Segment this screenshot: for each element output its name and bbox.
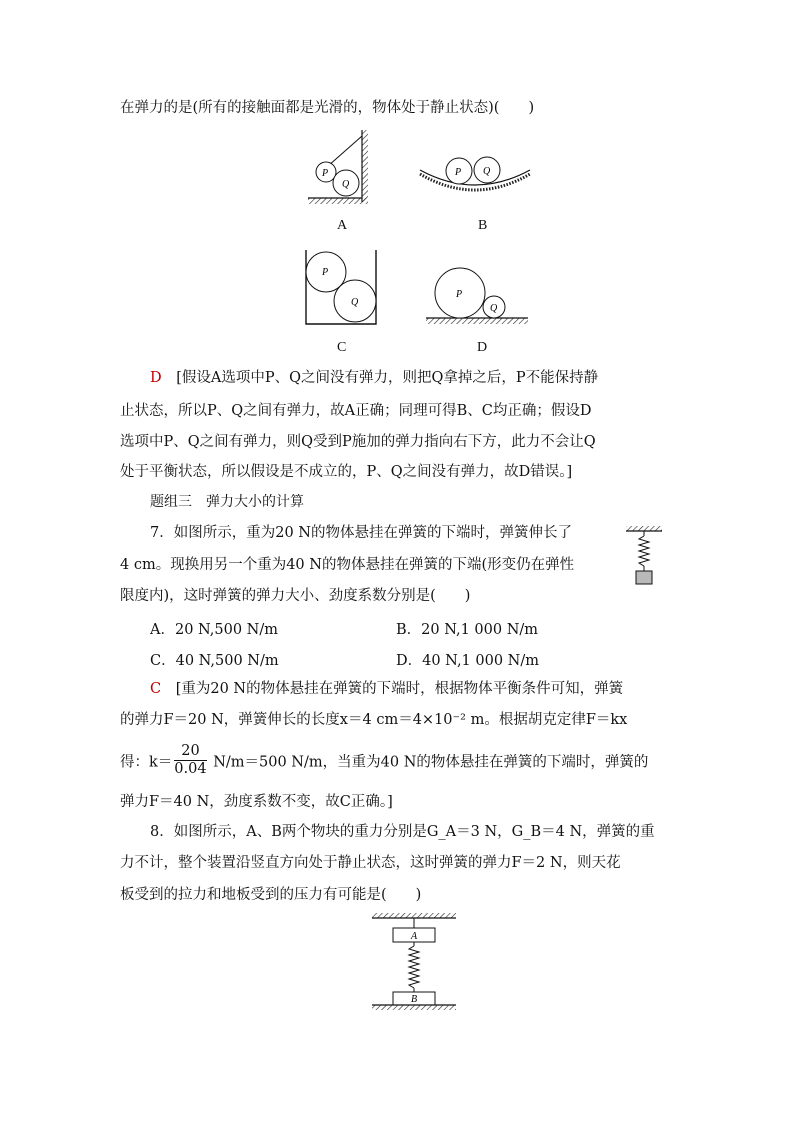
q7-stem-line: 限度内)，这时弹簧的弹力大小、劲度系数分别是( ) (120, 588, 471, 604)
fig-label-a: A (337, 218, 348, 233)
ball-p-label: P (322, 267, 329, 278)
q7-explanation-line: 弹力F＝40 N，劲度系数不变，故C正确。] (120, 794, 393, 810)
q7-explanation-formula: 得：k＝ $\frac{20}{0.04}$ N/m＝500 N/m，当重为40 N的物体悬挂在弹簧的下端时，弹簧的 (120, 743, 649, 777)
ball-p-label: P (456, 289, 463, 300)
q6-figure-c (300, 248, 382, 328)
fraction-denominator: 0.04 (174, 761, 207, 777)
q8-stem-line: 板受到的拉力和地板受到的压力有可能是( ) (120, 887, 422, 903)
fig-label-b: B (478, 218, 488, 233)
ball-p-label: P (322, 168, 329, 179)
q8-stem-line: 8．如图所示，A、B两个物块的重力分别是G_A＝3 N，G_B＝4 N，弹簧的重 (150, 824, 655, 840)
ball-q-label: Q (483, 166, 491, 177)
fig-label-c: C (337, 340, 347, 355)
fraction-numerator: 20 (174, 743, 206, 761)
ball-q-label: Q (342, 179, 350, 190)
q7-spring-figure (622, 524, 666, 590)
q6-explanation-line: [假设A选项中P、Q之间没有弹力，则把Q拿掉之后，P不能保持静 (176, 370, 599, 386)
q6-figure-a (300, 128, 380, 208)
q6-figure-d (422, 262, 532, 328)
q7-explanation-line: 的弹力F＝20 N，弹簧伸长的长度x＝4 cm＝4×10⁻² m。根据胡克定律F＝kx (120, 712, 628, 728)
q7-option-a: A．20 N,500 N/m (150, 622, 279, 638)
ball-q-label: Q (351, 297, 359, 308)
q7-explanation-line: [重为20 N的物体悬挂在弹簧的下端时，根据物体平衡条件可知，弹簧 (175, 681, 624, 697)
ball-q-label: Q (490, 303, 498, 314)
q6-figure-b (415, 148, 535, 198)
fraction (174, 743, 206, 778)
q8-figure (366, 912, 462, 1012)
ball-p-label: P (455, 167, 462, 178)
block-a-label: A (411, 931, 418, 942)
q6-answer-letter: D (150, 370, 162, 386)
q7-stem-line: 7．如图所示，重为20 N的物体悬挂在弹簧的下端时，弹簧伸长了 (150, 525, 572, 541)
q6-explanation-line: 选项中P、Q之间有弹力，则Q受到P施加的弹力指向右下方，此力不会让Q (120, 434, 596, 450)
q7-option-c: C．40 N,500 N/m (150, 653, 279, 669)
q7-answer-letter: C (150, 681, 162, 697)
q8-stem-line: 力不计，整个装置沿竖直方向处于静止状态，这时弹簧的弹力F＝2 N，则天花 (120, 855, 621, 871)
q6-explanation-line: 止状态，所以P、Q之间有弹力，故A正确；同理可得B、C均正确；假设D (120, 403, 592, 419)
q7-option-b: B．20 N,1 000 N/m (396, 622, 539, 638)
q7-option-d: D．40 N,1 000 N/m (396, 653, 539, 669)
fig-label-d: D (477, 340, 488, 355)
section-title: 题组三 弹力大小的计算 (150, 494, 304, 510)
q6-explanation-line: 处于平衡状态，所以假设是不成立的，P、Q之间没有弹力，故D错误。] (120, 464, 573, 480)
block-b-label: B (411, 994, 418, 1005)
q6-stem: 在弹力的是(所有的接触面都是光滑的，物体处于静止状态)( ) (120, 100, 535, 116)
q7-stem-line: 4 cm。现换用另一个重为40 N的物体悬挂在弹簧的下端(形变仍在弹性 (120, 557, 575, 573)
